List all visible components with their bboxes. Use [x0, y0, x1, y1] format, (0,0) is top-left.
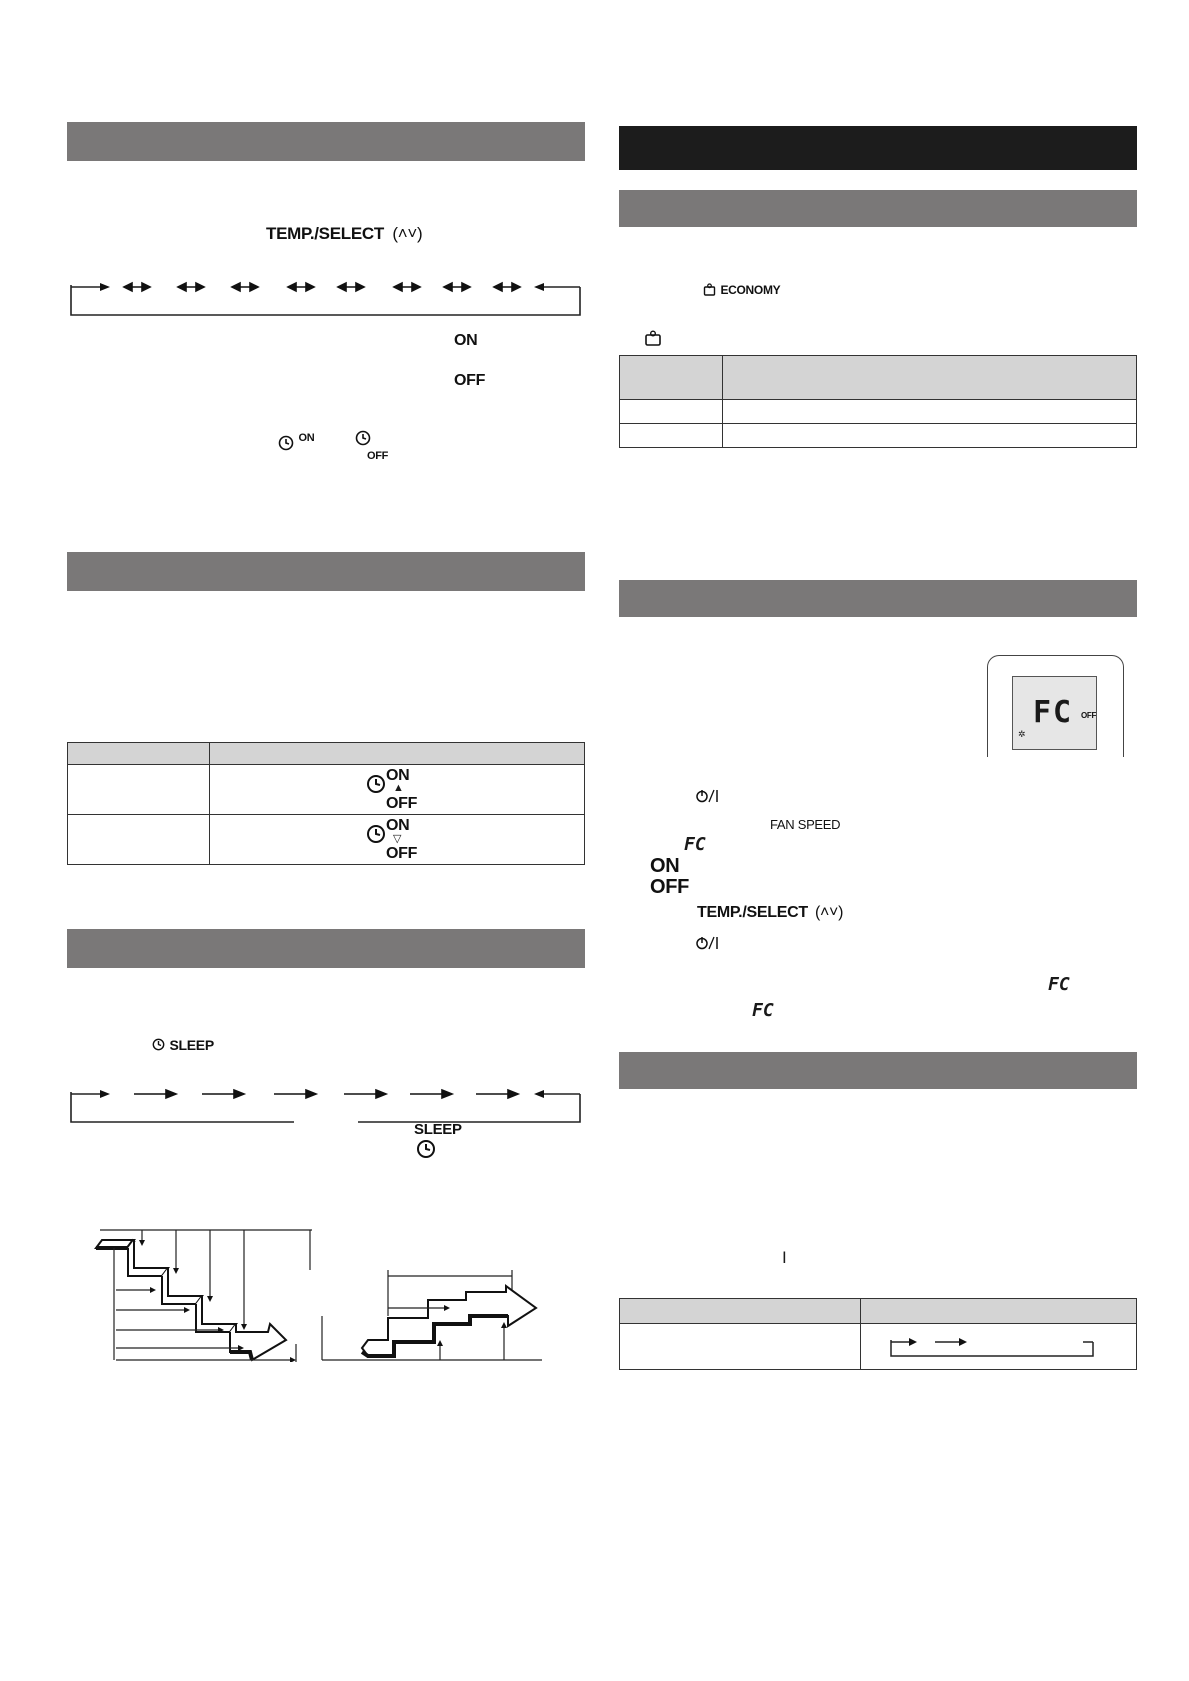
economy-table: [619, 355, 1137, 448]
lcd-off-label: OFF: [1081, 711, 1097, 720]
power-icon: [695, 788, 723, 804]
fc-symbol: FC: [752, 1000, 774, 1021]
section-header-timer: [67, 122, 585, 161]
table-row: [620, 424, 1137, 448]
down-arrow-icon: ▽: [393, 832, 402, 845]
sleep-button-label: [152, 1036, 214, 1054]
off-label: OFF: [454, 372, 486, 389]
section-header-last: [619, 1052, 1137, 1089]
fan-icon: ✲: [1018, 729, 1026, 739]
section-header-sleep: [67, 929, 585, 968]
economy-button-label: [703, 281, 780, 299]
temp-select-label: TEMP./SELECT: [266, 224, 384, 243]
timer-on-icon-group: [278, 434, 314, 452]
fc-symbol: FC: [684, 834, 706, 855]
remote-control-display: [987, 655, 1124, 757]
mode-table: [619, 1298, 1137, 1370]
section-header-economy: [619, 190, 1137, 227]
table-row: [620, 1324, 1137, 1370]
on-label: ON: [386, 816, 410, 834]
economy-icon: [703, 283, 716, 296]
temp-select-arrows: (˄˅): [392, 224, 423, 243]
table-row: [68, 765, 585, 815]
timer-on-icon-label: ON: [298, 432, 315, 444]
temp-select-label: TEMP./SELECT: [697, 904, 808, 921]
clock-icon: [366, 824, 386, 844]
sleep-cycle-diagram: [66, 1082, 586, 1127]
sleep-display-label: SLEEP: [414, 1121, 462, 1138]
clock-icon: [152, 1038, 165, 1051]
chapter-header: [619, 126, 1137, 170]
timer-table: [67, 742, 585, 865]
timer-off-icon-label: OFF: [367, 450, 389, 462]
mode-cycle-diagram: [887, 1332, 1107, 1362]
bar-label: I: [782, 1248, 787, 1267]
section-header-timer-setting: [67, 552, 585, 591]
off-label: OFF: [386, 794, 418, 812]
temp-select-button-label: [697, 904, 843, 922]
sleep-label: SLEEP: [169, 1036, 214, 1053]
table-row: [68, 815, 585, 865]
off-label: OFF: [386, 844, 418, 862]
table-row: [620, 400, 1137, 424]
sleep-cooling-step-diagram: [90, 1226, 320, 1362]
economy-icon: [644, 330, 662, 346]
fan-speed-label: FAN SPEED: [770, 817, 841, 832]
fc-symbol: FC: [1048, 974, 1070, 995]
temp-select-arrows: (˄˅): [814, 904, 844, 921]
table-header-row: [68, 743, 585, 765]
table-header-row: [620, 356, 1137, 400]
temp-select-button-label: [266, 224, 422, 244]
timer-cycle-diagram: [66, 275, 586, 320]
on-label: ON: [386, 766, 410, 784]
on-label: ON: [650, 855, 680, 877]
section-header-fc: [619, 580, 1137, 617]
on-label: ON: [454, 332, 478, 349]
lcd-fc-text: FC: [1033, 695, 1074, 730]
clock-icon: [355, 430, 371, 446]
power-icon: [695, 935, 723, 951]
off-label: OFF: [650, 876, 690, 898]
table-header-row: [620, 1299, 1137, 1324]
lcd-screen: [1012, 676, 1097, 750]
sleep-heating-step-diagram: [316, 1256, 548, 1362]
clock-icon: [366, 774, 386, 794]
clock-icon: [416, 1139, 436, 1159]
clock-icon: [278, 435, 294, 451]
timer-off-icon-group: [353, 430, 389, 464]
double-arrow-icon: [124, 283, 520, 291]
economy-label: ECONOMY: [720, 282, 781, 297]
sleep-display-indicator: [414, 1121, 462, 1159]
up-arrow-icon: ▲: [393, 781, 404, 794]
